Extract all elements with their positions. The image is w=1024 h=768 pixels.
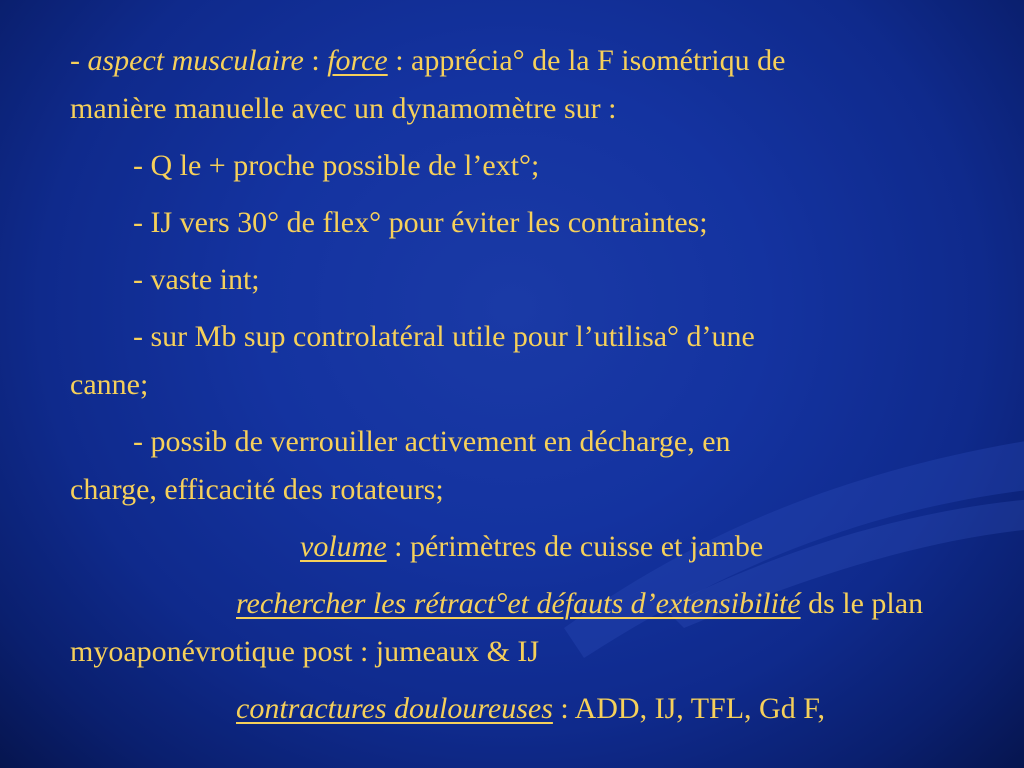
list-item-continuation: canne; (70, 368, 149, 401)
list-item-continuation: charge, efficacité des rotateurs; (70, 473, 444, 506)
contractures-description: : ADD, IJ, TFL, Gd F, (552, 692, 825, 725)
aspect-musculaire-term: aspect musculaire (87, 44, 304, 77)
line-dynamometre: manière manuelle avec un dynamomètre sur : (70, 92, 617, 125)
list-item: - possib de verrouiller activement en décharge, en (133, 425, 731, 458)
list-item: - IJ vers 30° de flex° pour éviter les contraintes; (133, 206, 708, 239)
line-contractures (236, 686, 825, 732)
dash: - (70, 44, 88, 77)
line-aspect-musculaire (70, 38, 785, 84)
volume-term: volume (300, 530, 387, 563)
retractions-description: ds le plan (800, 587, 924, 620)
line-retractions-continuation: myoaponévrotique post : jumeaux & IJ (70, 635, 540, 668)
list-item: - sur Mb sup controlatéral utile pour l’utilisa° d’une (133, 320, 755, 353)
contractures-term: contractures douloureuses (236, 692, 553, 725)
force-term: force (327, 44, 388, 77)
volume-description: : périmètres de cuisse et jambe (386, 530, 764, 563)
separator: : (303, 44, 328, 77)
line-retractions (236, 581, 923, 627)
retractions-term: rechercher les rétract°et défauts d’extensibilité (236, 587, 801, 620)
line-volume (300, 524, 763, 570)
list-item: - vaste int; (133, 263, 260, 296)
force-description: : apprécia° de la F isométriqu de (387, 44, 786, 77)
list-item: - Q le + proche possible de l’ext°; (133, 149, 540, 182)
